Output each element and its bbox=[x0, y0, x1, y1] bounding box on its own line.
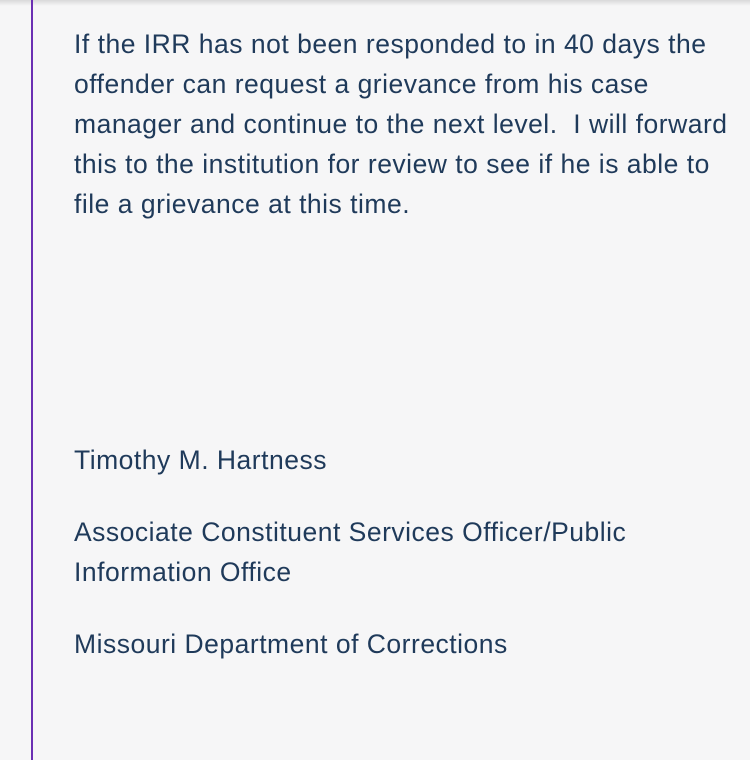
quoted-text-bar bbox=[31, 0, 33, 760]
body-paragraph: If the IRR has not been responded to in 40 days the offender can request a grievance from his case manager and continue to the next level. I will forward this to the institution for review to see if he is able to file a grievance at this time. bbox=[74, 29, 736, 219]
signature-title: Associate Constituent Services Officer/Public Information Office bbox=[74, 517, 627, 587]
top-edge-shadow bbox=[0, 0, 750, 6]
signature-name: Timothy M. Hartness bbox=[74, 445, 327, 475]
email-body bbox=[74, 24, 734, 224]
signature-organization: Missouri Department of Corrections bbox=[74, 629, 508, 659]
